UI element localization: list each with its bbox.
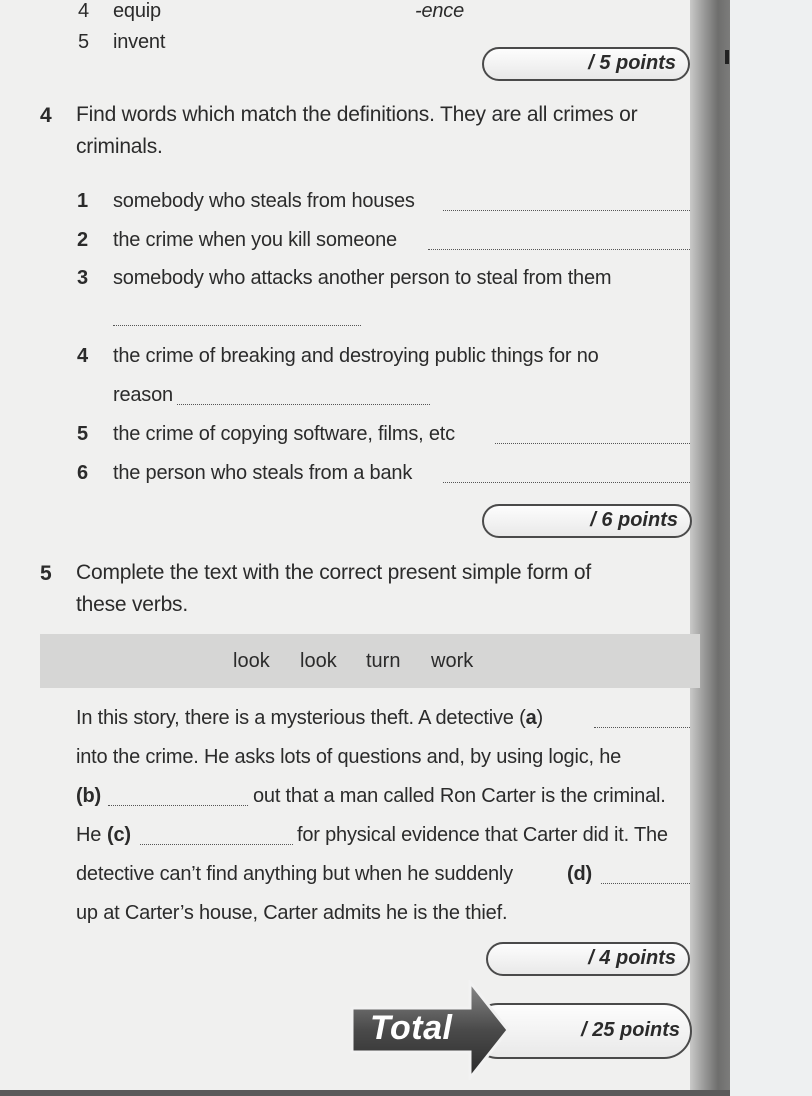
- ex4-item-text: the crime when you kill someone: [113, 229, 397, 251]
- ex4-item-number: 1: [77, 190, 89, 212]
- ex4-answer-blank-6[interactable]: [443, 482, 690, 483]
- page-bottom-edge: [0, 1090, 730, 1096]
- verb-option: turn: [366, 650, 401, 672]
- ex3-item-number: 4: [78, 0, 90, 22]
- ex4-item-text: the person who steals from a bank: [113, 462, 413, 484]
- verb-option: look: [300, 650, 337, 672]
- ex4-answer-blank-5[interactable]: [495, 443, 690, 444]
- ex4-item-text: somebody who steals from houses: [113, 190, 415, 212]
- ex3-points-box: [482, 47, 690, 81]
- ex4-answer-blank-4[interactable]: [177, 404, 430, 405]
- ex3-item-number: 5: [78, 31, 90, 53]
- ex3-item-suffix: -ence: [415, 0, 465, 22]
- ex3-item-word: invent: [113, 31, 166, 53]
- ex4-answer-blank-1[interactable]: [443, 210, 690, 211]
- gap-c-blank[interactable]: [140, 844, 293, 845]
- story-line-2: into the crime. He asks lots of questions and, by using logic, he: [76, 746, 622, 768]
- story-line-3: out that a man called Ron Carter is the criminal.: [253, 785, 666, 807]
- ex4-item-number: 6: [77, 462, 89, 484]
- gap-label-d: (d): [567, 863, 592, 885]
- story-line-1: [76, 707, 543, 730]
- gap-b-blank[interactable]: [108, 805, 248, 806]
- gap-label-c: (c): [107, 824, 131, 846]
- story-line-6: up at Carter’s house, Carter admits he is the thief.: [76, 902, 508, 924]
- ex5-points-box: [486, 942, 690, 976]
- background-margin: [730, 0, 812, 1096]
- gap-label-b: (b): [76, 785, 101, 807]
- ex4-item-text-cont: reason: [113, 384, 173, 406]
- ex4-item-text: the crime of copying software, films, etc: [113, 423, 455, 445]
- verb-option: work: [431, 650, 474, 672]
- ex4-item-text: somebody who attacks another person to steal from them: [113, 267, 612, 289]
- gap-label-a: (a): [519, 707, 543, 729]
- ex3-points-label: / 5 points: [588, 52, 676, 74]
- verb-option: look: [233, 650, 270, 672]
- ex4-item-number: 3: [77, 267, 89, 289]
- page-fold-shadow: [690, 0, 730, 1096]
- ex4-points-box: [482, 504, 692, 538]
- gap-a-blank[interactable]: [594, 727, 690, 728]
- ex4-points-label: / 6 points: [590, 509, 678, 531]
- story-line-4: for physical evidence that Carter did it. The: [297, 824, 668, 846]
- story-text: In this story, there is a mysterious theft. A detective: [76, 707, 514, 729]
- ex4-item-number: 5: [77, 423, 89, 445]
- story-line-5: detective can’t find anything but when he suddenly: [76, 863, 513, 885]
- ex4-item-number: 4: [77, 345, 89, 367]
- ex4-answer-blank-3[interactable]: [113, 325, 361, 326]
- ex5-number: 5: [40, 562, 52, 585]
- ex5-instruction: these verbs.: [76, 593, 188, 616]
- ex5-points-label: / 4 points: [588, 947, 676, 969]
- ex4-item-text: the crime of breaking and destroying public things for no: [113, 345, 599, 367]
- ex3-item-word: equip: [113, 0, 161, 22]
- ex4-number: 4: [40, 104, 52, 127]
- ex5-instruction: Complete the text with the correct present simple form of: [76, 561, 591, 584]
- gap-d-blank[interactable]: [601, 883, 690, 884]
- total-points-label: / 25 points: [581, 1019, 680, 1041]
- story-text: He: [76, 824, 102, 846]
- ex4-answer-blank-2[interactable]: [428, 249, 690, 250]
- ex4-item-number: 2: [77, 229, 89, 251]
- ex4-instruction: criminals.: [76, 135, 163, 158]
- cursor-mark: [725, 50, 729, 64]
- ex4-instruction: Find words which match the definitions. They are all crimes or: [76, 103, 638, 126]
- total-label: Total: [370, 1009, 453, 1047]
